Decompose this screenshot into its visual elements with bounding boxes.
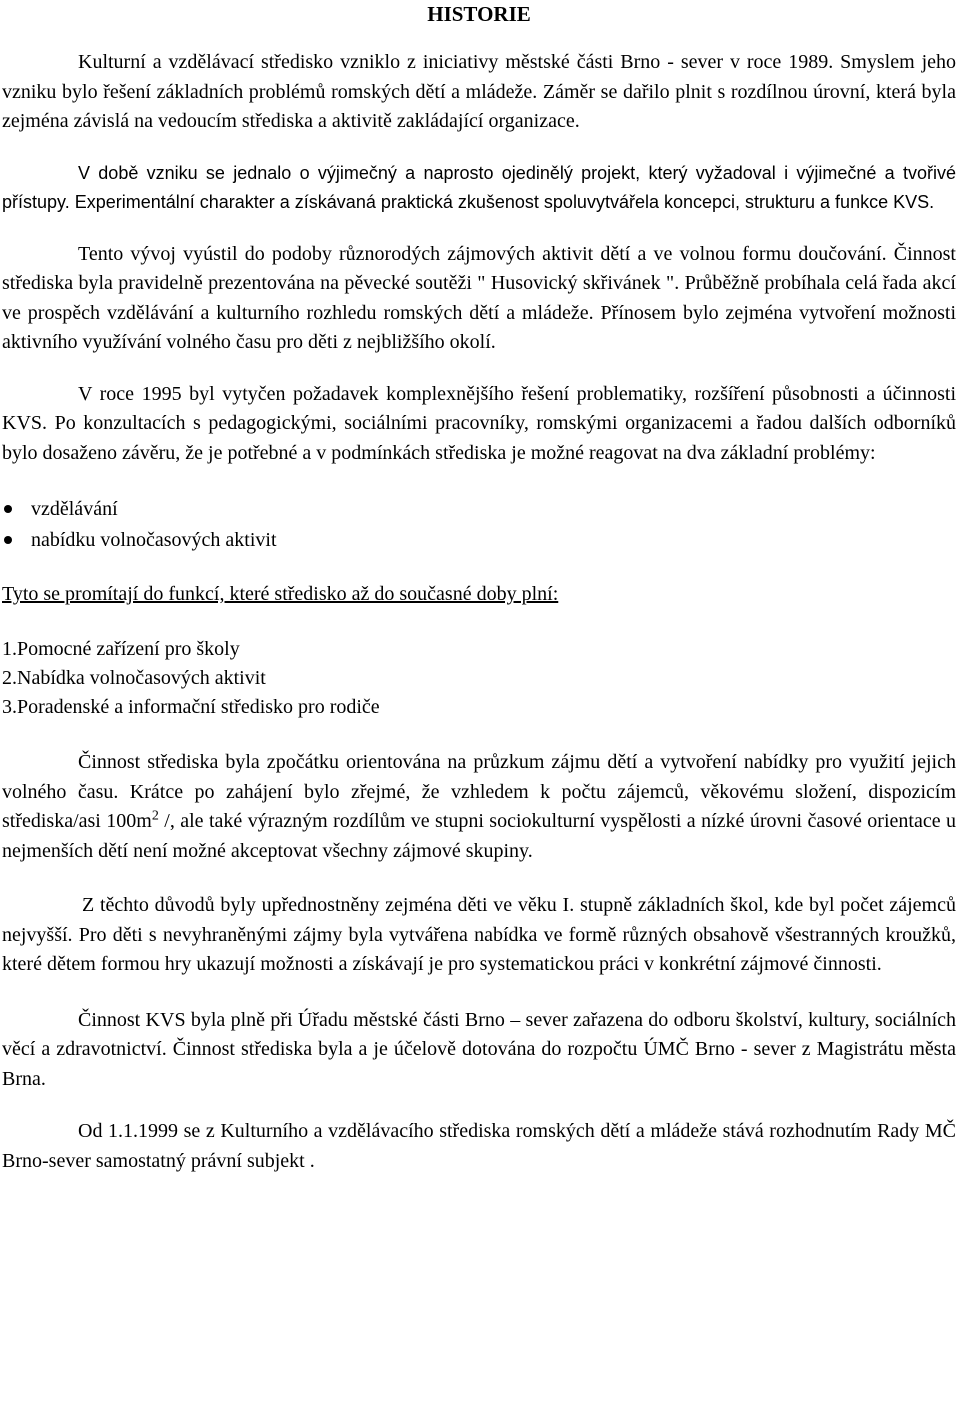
paragraph-4: V roce 1995 byl vytyčen požadavek komplexnějšího řešení problematiky, rozšíření působnosti a účinnosti KVS. Po konzultacích s pedagogickými, sociálními pracovníky, romskými organizacemi a řadou dalších odborníků bylo dosaženo závěru, že je potřebné a v podmínkách střediska je možné reagovat na dva základní problémy:: [2, 382, 956, 464]
document-title: HISTORIE: [427, 2, 531, 26]
paragraph-3: Tento vývoj vyústil do podoby různorodých zájmových aktivit dětí a ve volnou formu doučování. Činnost střediska byla pravidelně prezentována na pěvecké soutěži " Husovický skřivánek ". Průběžně probíhala celá řada akcí ve prospěch vzdělávání a kulturního rozhledu romských dětí a mládeže. Přínosem bylo zejména vytvoření možnosti aktivního využívání volného času pro děti z nejbližšího okolí.: [2, 242, 956, 353]
bullet-text: nabídku volnočasových aktivit: [31, 529, 277, 551]
paragraph-5-text-end: /, ale také výrazným rozdílům ve stupni sociokulturní vyspělosti a nízké úrovni časové orientace u nejmenších dětí není možné akceptovat všechny zájmové skupiny.: [2, 810, 956, 862]
bullet-text: vzdělávání: [31, 498, 118, 520]
paragraph-2: V době vzniku se jednalo o výjimečný a naprosto ojedinělý projekt, který vyžadoval i výjimečné a tvořivé přístupy. Experimentální charakter a získávaná praktická zkušenost spoluvytvářela koncepci, strukturu a funkce KVS.: [2, 162, 956, 212]
bullet-item: [2, 525, 956, 556]
functions-heading: Tyto se promítají do funkcí, které středisko až do současné doby plní:: [2, 583, 559, 605]
document-page: [2, 0, 956, 1176]
bullet-list: [2, 494, 956, 556]
superscript: 2: [151, 808, 159, 824]
bullet-dot-icon: [4, 536, 12, 544]
numbered-item: 2.Nabídka volnočasových aktivit: [2, 667, 266, 689]
bullet-dot-icon: [4, 505, 12, 513]
paragraph-5: [2, 748, 956, 866]
paragraph-1: Kulturní a vzdělávací středisko vzniklo z iniciativy městské části Brno - sever v roce 1989. Smyslem jeho vzniku bylo řešení základních problémů romských dětí a mládeže. Záměr se dařilo plnit s rozdílnou úrovní, která byla zejména závislá na vedoucím střediska a aktivitě zakládající organizace.: [2, 51, 956, 132]
bullet-item: [2, 494, 956, 525]
paragraph-6: Z těchto důvodů byly upřednostněny zejména děti ve věku I. stupně základních škol, kde byl počet zájemců nejvyšší. Pro děti s nevyhraněnými zájmy byla vytvářena nabídka ve formě různých obsahově všestranných kroužků, které dětem formou hry ukazují možnosti a získávají je pro systematickou práci v konkrétní zájmové činnosti.: [2, 894, 956, 975]
numbered-item: 3.Poradenské a informační středisko pro rodiče: [2, 696, 380, 718]
paragraph-5-text: Činnost střediska byla zpočátku orientována na průzkum zájmu dětí a vytvoření nabídky pro využití jejich volného času. Krátce po zahájení bylo zřejmé, že vzhledem k počtu zájemců, věkovému složení, dispozicím střediska/asi 100m: [2, 751, 956, 832]
numbered-list: [2, 635, 956, 722]
paragraph-7: Činnost KVS byla plně při Úřadu městské části Brno – sever zařazena do odboru školství, kultury, sociálních věcí a zdravotnictví. Činnost střediska byla a je účelově dotována do rozpočtu ÚMČ Brno - sever z Magistrátu města Brna.: [2, 1008, 956, 1090]
paragraph-8: Od 1.1.1999 se z Kulturního a vzdělávacího střediska romských dětí a mládeže stává rozhodnutím Rady MČ Brno-sever samostatný právní subjekt .: [2, 1120, 956, 1172]
numbered-item: 1.Pomocné zařízení pro školy: [2, 638, 240, 660]
